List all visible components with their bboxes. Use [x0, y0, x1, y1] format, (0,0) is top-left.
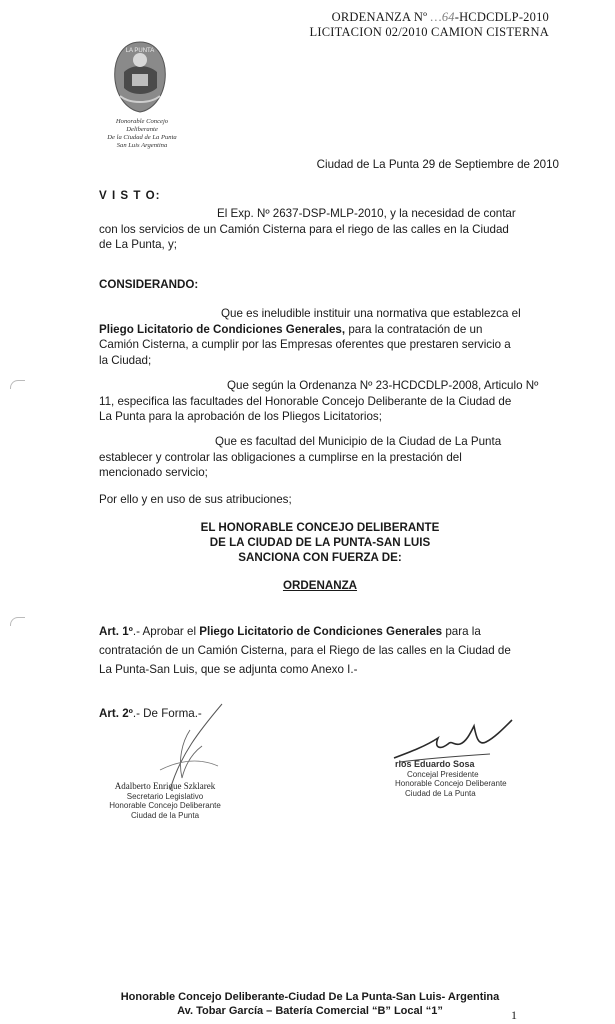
por-ello-line: Por ello y en uso de sus atribuciones; [99, 493, 292, 506]
svg-text:LA PUNTA: LA PUNTA [125, 48, 155, 54]
date-line: Ciudad de La Punta 29 de Septiembre de 2010 [316, 158, 559, 171]
considerando-paragraph-3: Que es facultad del Municipio de la Ciudad de La Punta establecer y controlar las obligaciones a cumplirse en la prestación del mencionado servicio; [99, 435, 502, 479]
article-2: Art. 2º.- De Forma.- [99, 707, 202, 720]
licitacion-line: LICITACION 02/2010 CAMION CISTERNA [309, 25, 549, 39]
document-header [310, 10, 549, 40]
visto-paragraph: El Exp. Nº 2637-DSP-MLP-2010, y la necesidad de contar con los servicios de un Camión Cisterna para el riego de las calles en la Ciudad de La Punta, y; [99, 207, 516, 251]
considerando-paragraph-1: Que es ineludible instituir una normativa que establezca el Pliego Licitatorio de Condiciones Generales, para la contratación de un Camión Cisterna, a cumplir por las Empresas oferentes que prestaren servicio a la Ciudad; [99, 307, 521, 367]
sanciona-block: EL HONORABLE CONCEJO DELIBERANTE DE LA CIUDAD DE LA PUNTA-SAN LUIS SANCIONA CON FUERZA DE: [200, 521, 440, 564]
document-footer: Honorable Concejo Deliberante-Ciudad De La Punta-San Luis- Argentina Av. Tobar García – Batería Comercial “B” Local “1” [120, 991, 500, 1017]
council-logo [110, 38, 170, 116]
punch-hole-mark [10, 617, 25, 626]
visto-heading: V I S T O: [99, 189, 161, 202]
considerando-heading: CONSIDERANDO: [99, 278, 199, 291]
ordenanza-number-line: ORDENANZA Nº …64-HCDCDLP-2010 [331, 10, 549, 24]
council-emblem-icon [110, 38, 170, 116]
considerando-paragraph-2: Que según la Ordenanza Nº 23-HCDCDLP-2008, Articulo Nº 11, especifica las facultades del Honorable Concejo Deliberante de la Ciudad de La Punta para la aprobación de los Pliegos Licitatorios; [99, 379, 539, 423]
punch-hole-mark [10, 380, 25, 389]
ordenanza-title: ORDENANZA [282, 579, 358, 592]
article-1: Art. 1º.- Aprobar el Pliego Licitatorio de Condiciones Generales para la contratación de un Camión Cisterna, para el Riego de las calles en la Ciudad de La Punta-San Luis, que se adjunta como Anexo I.- [99, 625, 511, 676]
left-signature-block: Adalberto Enrique Szklarek Secretario Legislativo Honorable Concejo Deliberante Ciudad de la Punta [109, 781, 221, 820]
page-number: 1 [511, 1008, 517, 1022]
logo-caption: Honorable Concejo Deliberante De la Ciudad de La Punta San Luis Argentina [107, 118, 177, 149]
right-signature-block: rlos Eduardo Sosa Concejal Presidente Honorable Concejo Deliberante Ciudad de La Punta [395, 759, 507, 798]
handwritten-number: …64 [430, 10, 455, 24]
